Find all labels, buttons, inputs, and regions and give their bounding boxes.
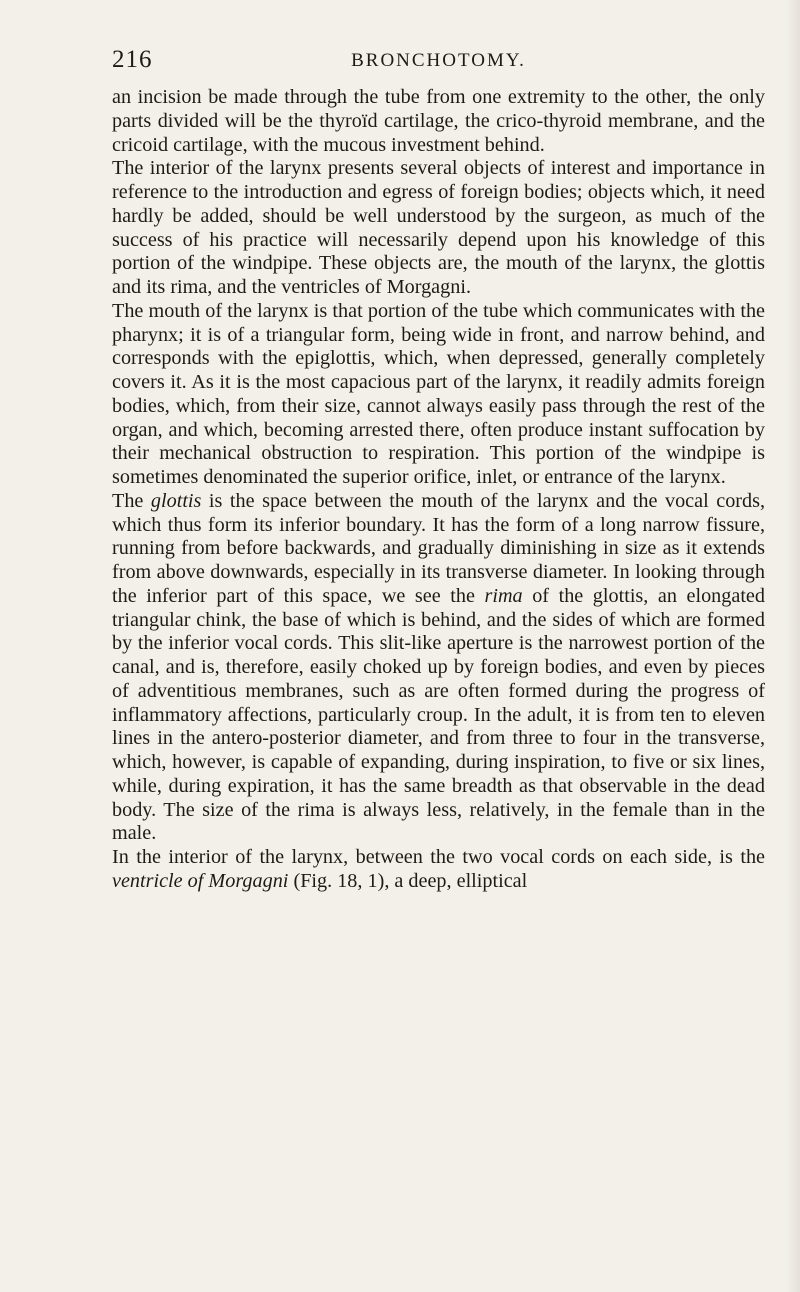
page-number: 216: [112, 46, 153, 73]
running-title: BRONCHOTOMY.: [351, 50, 526, 71]
ventricle-text-1: In the interior of the larynx, between the two vocal cords on each side, is the: [112, 846, 765, 868]
term-rima: rima: [484, 584, 523, 607]
body-text: [112, 86, 765, 894]
glottis-text-3: of the glottis, an elongated triangular chink, the base of which is behind, and the sides of which are formed by the inferior vocal cords. This slit-like aperture is the narrowest portion of the canal, and is, therefore, easily choked up by foreign bodies, and even by pieces of adventitious membranes, such as are often formed during the progress of inflammatory affections, particularly croup. In the adult, it is from ten to eleven lines in the antero-posterior diameter, and from three to four in the transverse, which, however, is capable of expanding, during inspiration, to five or six lines, while, during expiration, it has the same breadth as that observable in the dead body. The size of the rima is always less, relatively, in the female than in the male.: [112, 584, 765, 845]
page-edge-shadow: [786, 0, 800, 1292]
paragraph-mouth-of-larynx: The mouth of the larynx is that portion of the tube which communicates with the pharynx; it is of a triangular form, being wide in front, and narrow behind, and corresponds with the epiglottis, which, when depressed, generally completely covers it. As it is the most capacious part of the larynx, it readily admits foreign bodies, which, from their size, cannot always easily pass through the rest of the organ, and which, becoming arrested there, often produce instant suffocation by their mechanical obstruction to respiration. This portion of the windpipe is sometimes denominated the superior orifice, inlet, or entrance of the larynx.: [112, 299, 765, 488]
term-ventricle-of-morgagni: ventricle of Morgagni: [112, 869, 289, 892]
running-head: [112, 46, 765, 76]
paragraph-continuation: an incision be made through the tube from one extremity to the other, the only parts divided will be the thyroïd cartilage, the crico-thyroid membrane, and the cricoid cartilage, with the mucous investment behind.: [112, 86, 765, 156]
paragraph-ventricle: [112, 846, 765, 894]
glottis-text-2: is the space between the mouth of the larynx and the vocal cords, which thus form its inferior boundary. It has the form of a long narrow fissure, running from before backwards, and gradually diminishing in size as it extends from above downwards, especially in its transverse diameter. In looking through the inferior part of this space, we see the: [112, 489, 766, 607]
glottis-text-1: The: [112, 489, 151, 512]
term-glottis: glottis: [150, 489, 202, 512]
ventricle-text-2: (Fig. 18, 1), a deep, elliptical: [288, 869, 528, 892]
paragraph-glottis: [112, 490, 765, 846]
paragraph-interior-of-larynx: The interior of the larynx presents several objects of interest and importance in reference to the introduction and egress of foreign bodies; objects which, it need hardly be added, should be well understood by the surgeon, as much of the success of his practice will necessarily depend upon his knowledge of this portion of the windpipe. These objects are, the mouth of the larynx, the glottis and its rima, and the ventricles of Morgagni.: [112, 157, 765, 298]
